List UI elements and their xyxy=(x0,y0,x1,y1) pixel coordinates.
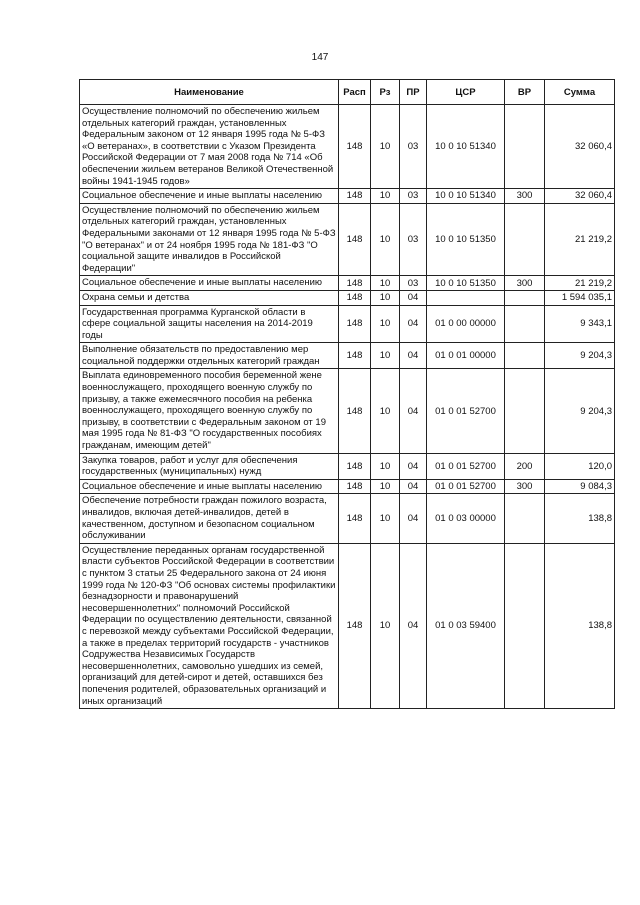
table-row xyxy=(80,369,615,453)
cell-pr: 04 xyxy=(400,479,427,494)
cell-rz: 10 xyxy=(371,203,400,276)
cell-name: Осуществление полномочий по обеспечению жильем отдельных категорий граждан, установленных Федеральными законами от 12 января 1995 года № 5-ФЗ "О ветеранах" и от 24 ноября 1995 года № 181-ФЗ "О социальной защите инвалидов в Российской Федерации" xyxy=(80,203,339,276)
cell-csr: 10 0 10 51340 xyxy=(427,105,505,189)
header-vr: ВР xyxy=(505,80,545,105)
cell-rasp: 148 xyxy=(339,276,371,291)
table-row xyxy=(80,479,615,494)
cell-name: Закупка товаров, работ и услуг для обеспечения государственных (муниципальных) нужд xyxy=(80,453,339,479)
table-row xyxy=(80,494,615,543)
cell-vr xyxy=(505,305,545,343)
cell-name: Социальное обеспечение и иные выплаты населению xyxy=(80,189,339,204)
cell-rz: 10 xyxy=(371,543,400,708)
cell-name: Выплата единовременного пособия беременной жене военнослужащего, проходящего военную службу по призыву, а также ежемесячного пособия на ребенка военнослужащего, проходящего военную службу по призыву, в соответствии с Федеральным законом от 19 мая 1995 года № 81-ФЗ "О государственных пособиях гражданам, имеющим детей" xyxy=(80,369,339,453)
page-number: 147 xyxy=(311,52,329,63)
cell-name: Обеспечение потребности граждан пожилого возраста, инвалидов, включая детей-инвалидов, детей в качественном, доступном и безопасном социальном обслуживании xyxy=(80,494,339,543)
cell-sum: 120,0 xyxy=(545,453,615,479)
cell-sum: 9 343,1 xyxy=(545,305,615,343)
cell-csr: 10 0 10 51350 xyxy=(427,203,505,276)
header-rasp: Расп xyxy=(339,80,371,105)
cell-name: Выполнение обязательств по предоставлению мер социальной поддержки отдельных категорий граждан xyxy=(80,343,339,369)
table-body xyxy=(80,105,615,709)
cell-sum: 21 219,2 xyxy=(545,276,615,291)
cell-vr xyxy=(505,369,545,453)
cell-rz: 10 xyxy=(371,105,400,189)
cell-csr: 01 0 01 52700 xyxy=(427,369,505,453)
cell-pr: 03 xyxy=(400,105,427,189)
cell-vr: 300 xyxy=(505,276,545,291)
table-row xyxy=(80,453,615,479)
cell-pr: 04 xyxy=(400,494,427,543)
header-pr: ПР xyxy=(400,80,427,105)
cell-sum: 32 060,4 xyxy=(545,189,615,204)
cell-sum: 9 204,3 xyxy=(545,369,615,453)
cell-sum: 138,8 xyxy=(545,543,615,708)
cell-rz: 10 xyxy=(371,290,400,305)
budget-table xyxy=(79,79,615,709)
cell-vr xyxy=(505,105,545,189)
cell-vr xyxy=(505,543,545,708)
cell-name: Охрана семьи и детства xyxy=(80,290,339,305)
cell-rasp: 148 xyxy=(339,494,371,543)
cell-pr: 03 xyxy=(400,189,427,204)
table-row xyxy=(80,543,615,708)
cell-name: Социальное обеспечение и иные выплаты населению xyxy=(80,276,339,291)
cell-rasp: 148 xyxy=(339,203,371,276)
table-row xyxy=(80,189,615,204)
cell-rz: 10 xyxy=(371,276,400,291)
cell-rasp: 148 xyxy=(339,453,371,479)
cell-rasp: 148 xyxy=(339,290,371,305)
cell-rz: 10 xyxy=(371,369,400,453)
cell-pr: 04 xyxy=(400,305,427,343)
cell-rasp: 148 xyxy=(339,105,371,189)
cell-rz: 10 xyxy=(371,305,400,343)
cell-rasp: 148 xyxy=(339,305,371,343)
cell-csr xyxy=(427,290,505,305)
cell-sum: 9 084,3 xyxy=(545,479,615,494)
header-sum: Сумма xyxy=(545,80,615,105)
cell-vr xyxy=(505,494,545,543)
cell-rasp: 148 xyxy=(339,479,371,494)
cell-rz: 10 xyxy=(371,189,400,204)
cell-csr: 01 0 01 52700 xyxy=(427,453,505,479)
cell-rasp: 148 xyxy=(339,543,371,708)
cell-pr: 04 xyxy=(400,290,427,305)
cell-pr: 03 xyxy=(400,276,427,291)
cell-sum: 21 219,2 xyxy=(545,203,615,276)
cell-pr: 04 xyxy=(400,453,427,479)
header-row xyxy=(80,80,615,105)
cell-rz: 10 xyxy=(371,479,400,494)
cell-pr: 04 xyxy=(400,369,427,453)
cell-sum: 32 060,4 xyxy=(545,105,615,189)
cell-vr: 300 xyxy=(505,479,545,494)
cell-csr: 01 0 01 52700 xyxy=(427,479,505,494)
cell-csr: 01 0 03 00000 xyxy=(427,494,505,543)
cell-vr xyxy=(505,203,545,276)
cell-csr: 10 0 10 51350 xyxy=(427,276,505,291)
table-row xyxy=(80,276,615,291)
cell-name: Социальное обеспечение и иные выплаты населению xyxy=(80,479,339,494)
cell-vr: 200 xyxy=(505,453,545,479)
cell-name: Осуществление переданных органам государственной власти субъектов Российской Федерации в соответствии с пунктом 3 статьи 25 Федерального закона от 24 июня 1999 года № 120-ФЗ "Об основах системы профилактики безнадзорности и правонарушений несовершеннолетних" полномочий Российской Федерации по осуществлению деятельности, связанной с перевозкой между субъектами Российской Федерации, а также в пределах территорий государств - участников Содружества Независимых Государств несовершеннолетних, самовольно ушедших из семей, организаций для детей-сирот и детей, оставшихся без попечения родителей, образовательных организаций и иных организаций xyxy=(80,543,339,708)
cell-rasp: 148 xyxy=(339,369,371,453)
header-name: Наименование xyxy=(80,80,339,105)
cell-vr xyxy=(505,343,545,369)
cell-rasp: 148 xyxy=(339,343,371,369)
cell-csr: 01 0 03 59400 xyxy=(427,543,505,708)
cell-pr: 04 xyxy=(400,343,427,369)
cell-name: Государственная программа Курганской области в сфере социальной защиты населения на 2014-2019 годы xyxy=(80,305,339,343)
table-row xyxy=(80,305,615,343)
cell-rz: 10 xyxy=(371,343,400,369)
cell-csr: 01 0 00 00000 xyxy=(427,305,505,343)
cell-rz: 10 xyxy=(371,453,400,479)
table-row xyxy=(80,290,615,305)
cell-sum: 9 204,3 xyxy=(545,343,615,369)
cell-pr: 03 xyxy=(400,203,427,276)
cell-vr xyxy=(505,290,545,305)
cell-rasp: 148 xyxy=(339,189,371,204)
cell-vr: 300 xyxy=(505,189,545,204)
cell-csr: 10 0 10 51340 xyxy=(427,189,505,204)
cell-name: Осуществление полномочий по обеспечению жильем отдельных категорий граждан, установленных Федеральным законом от 12 января 1995 года № 5-ФЗ «О ветеранах», в соответствии с Указом Президента Российской Федерации от 7 мая 2008 года № 714 «Об обеспечении жильем ветеранов Великой Отечественной войны 1941-1945 годов» xyxy=(80,105,339,189)
cell-sum: 1 594 035,1 xyxy=(545,290,615,305)
cell-rz: 10 xyxy=(371,494,400,543)
table-row xyxy=(80,203,615,276)
table-row xyxy=(80,105,615,189)
cell-pr: 04 xyxy=(400,543,427,708)
header-csr: ЦСР xyxy=(427,80,505,105)
cell-sum: 138,8 xyxy=(545,494,615,543)
cell-csr: 01 0 01 00000 xyxy=(427,343,505,369)
header-rz: Рз xyxy=(371,80,400,105)
table-row xyxy=(80,343,615,369)
